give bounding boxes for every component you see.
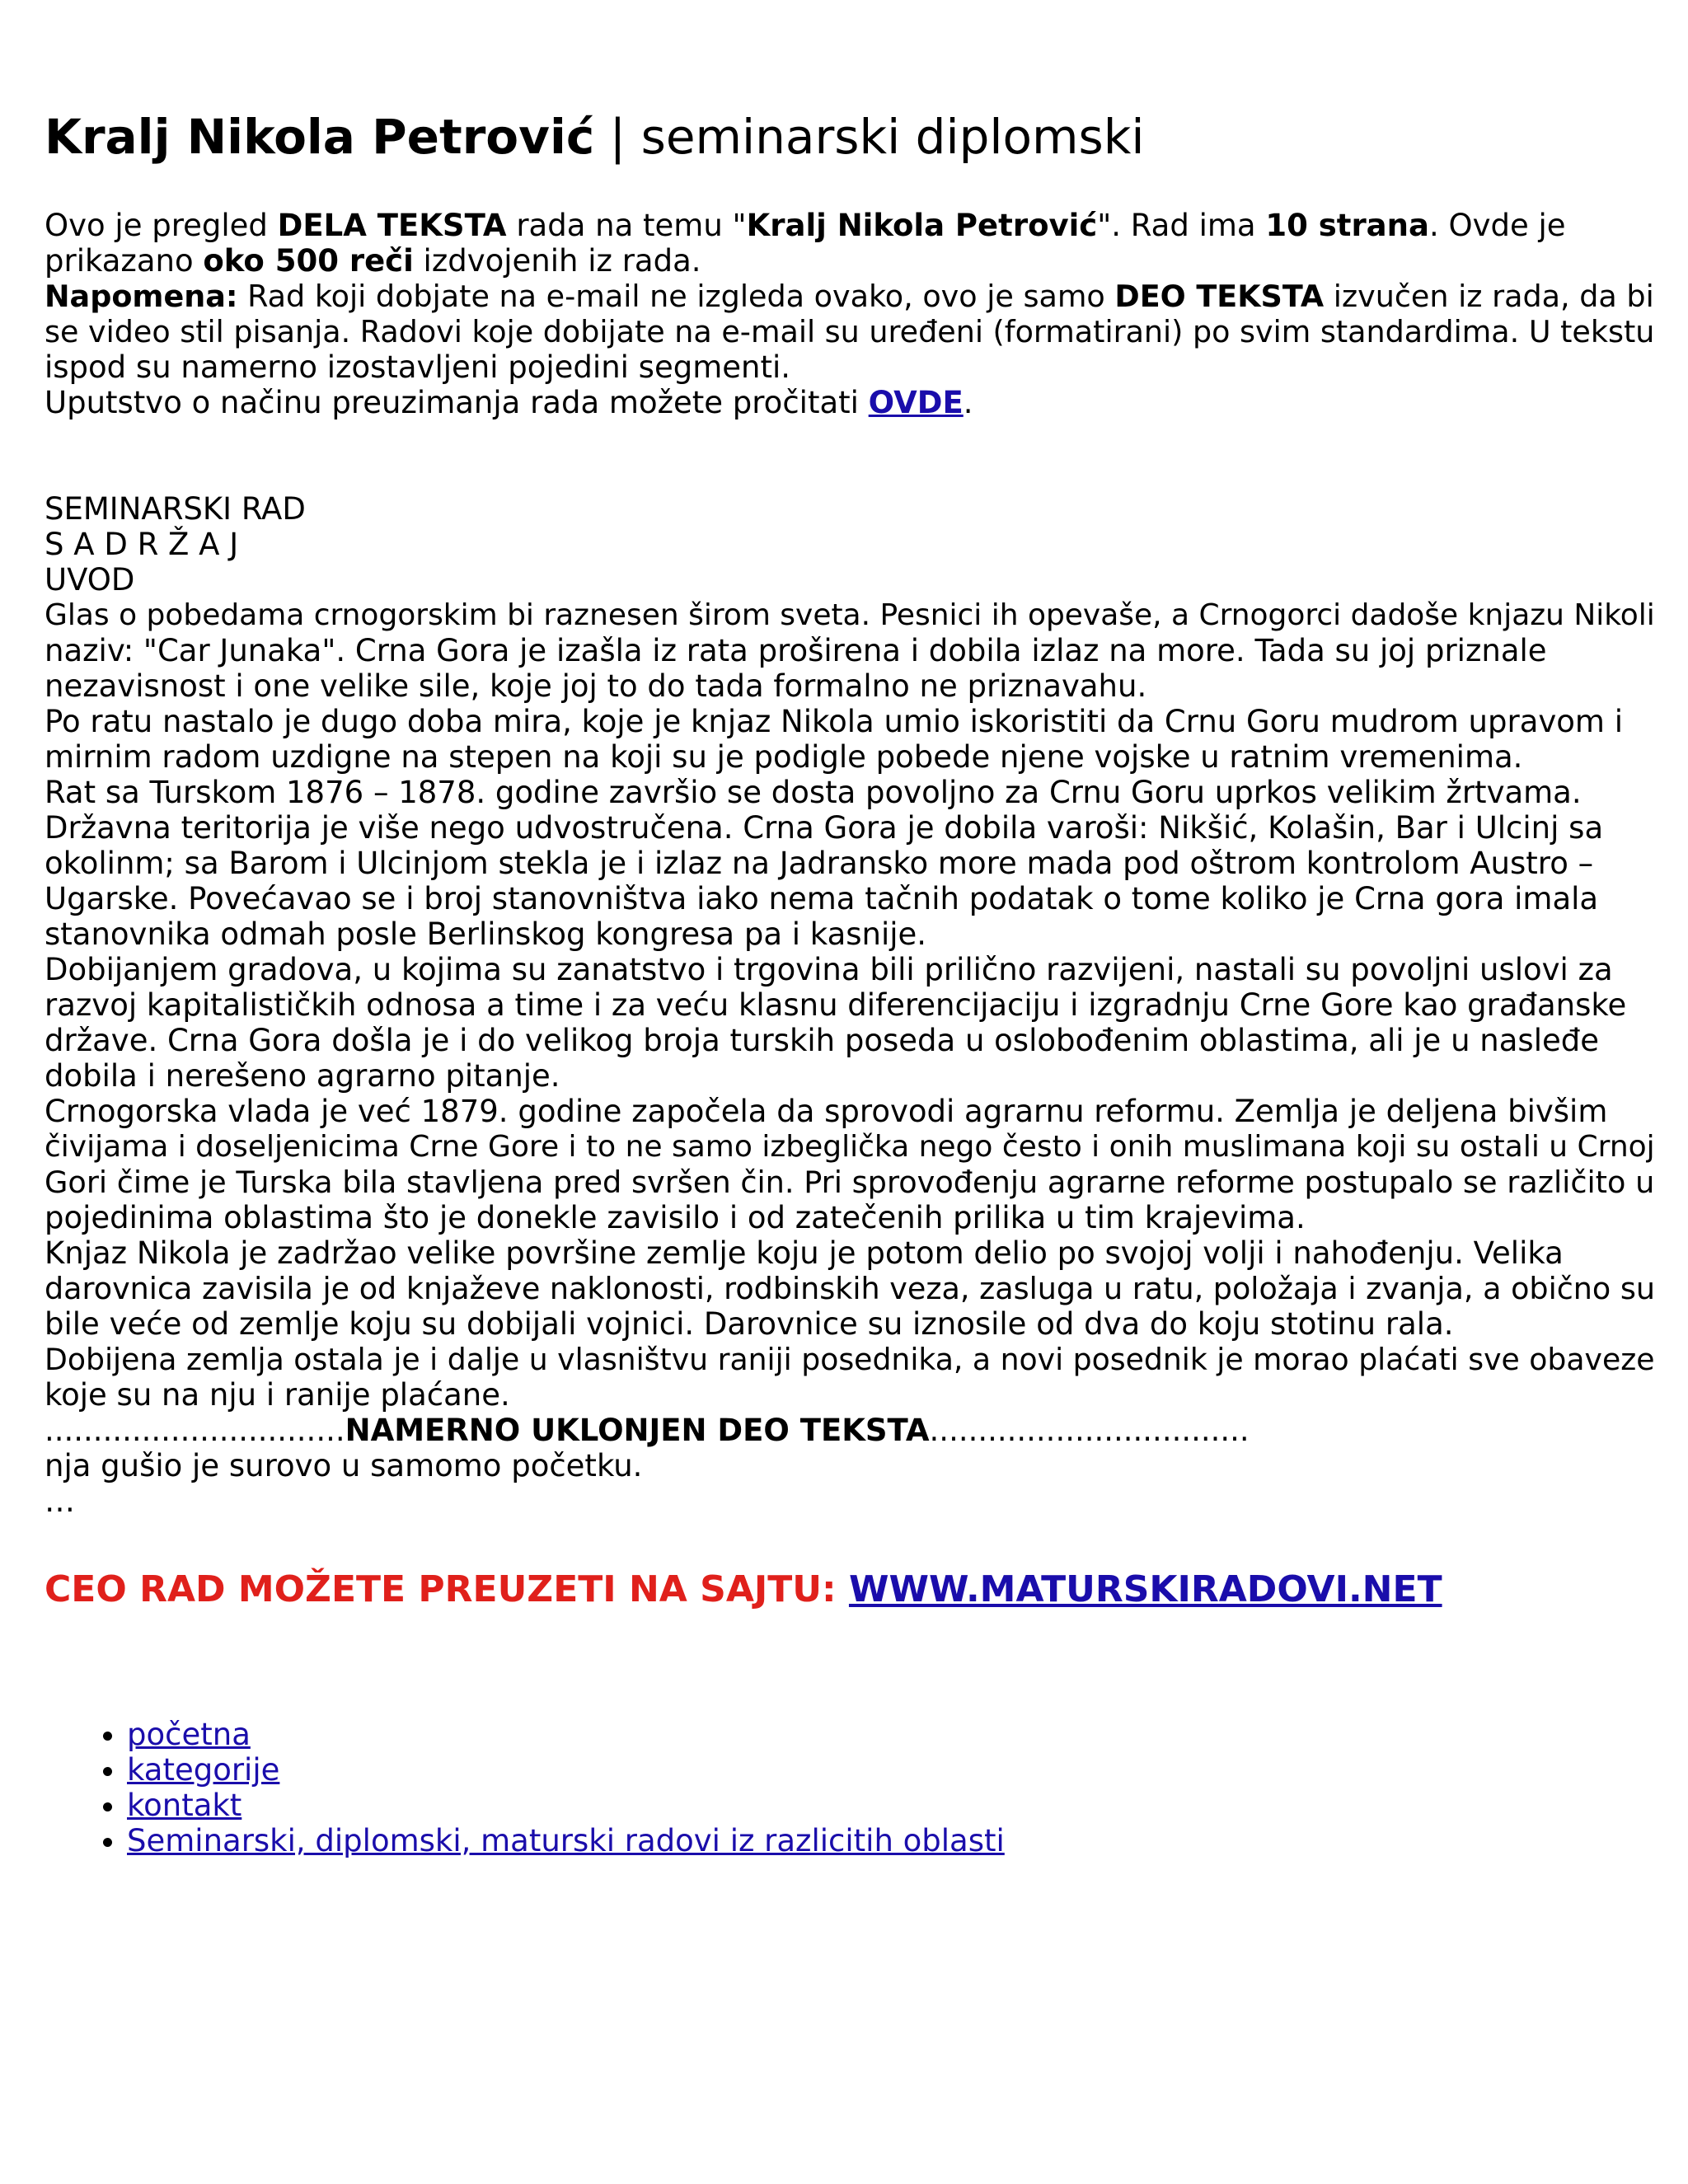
intro-text: Rad koji dobjate na e-mail ne izgleda ovako, ovo je samo <box>237 279 1115 314</box>
site-link[interactable]: WWW.MATURSKIRADOVI.NET <box>848 1568 1442 1610</box>
body-line: nja gušio je surovo u samomo početku. <box>45 1448 643 1483</box>
intro-line-1 <box>45 208 1643 243</box>
removed-text-dots: ................................. <box>929 1413 1250 1448</box>
body-line: Glas o pobedama crnogorskim bi raznesen širom sveta. Pesnici ih opevaše, a Crnogorci dadoše knjazu Nikoli <box>45 598 1655 632</box>
body-line: razvoj kapitalističkih odnosa a time i za veću klasnu diferencijaciju i izgradnju Crne Gore kao građanske <box>45 987 1627 1023</box>
body-line: dobila i nerešeno agrarno pitanje. <box>45 1058 560 1094</box>
intro-text: izdvojenih iz rada. <box>413 243 701 279</box>
intro-text: Ovo je pregled <box>45 208 278 243</box>
body-line: pojedinima oblastima što je donekle zavisilo i od zatečenih prilika u tim krajevima. <box>45 1200 1306 1235</box>
intro-section <box>45 208 1655 420</box>
title-rest: | seminarski diplomski <box>594 109 1145 165</box>
footer-nav-list <box>45 1717 1643 1858</box>
body-line: naziv: "Car Junaka". Crna Gora je izašla iz rata proširena i dobila izlaz na more. Tada su joj priznale <box>45 633 1547 668</box>
body-line: Ugarske. Povećavao se i broj stanovništva iako nema tačnih podatak o tome koliko je Crna gora imala <box>45 881 1599 916</box>
body-line: Državna teritorija je više nego udvostručena. Crna Gora je dobila varoši: Nikšić, Kolašin, Bar i Ulcinj sa <box>45 810 1604 846</box>
intro-line-5: ispod su namerno izostavljeni pojedini segmenti. <box>45 349 791 385</box>
body-line: koje su na nju i ranije plaćane. <box>45 1377 510 1413</box>
title-bold: Kralj Nikola Petrović <box>45 109 595 165</box>
body-line: čivijama i doseljenicima Crne Gore i to ne samo izbeglička nego često i onih muslimana koji su ostali u Crnoj <box>45 1130 1655 1164</box>
body-line: mirnim radom uzdigne na stepen na koji su je podigle pobede njene vojske u ratnim vremenima. <box>45 739 1523 775</box>
body-line: Knjaz Nikola je zadržao velike površine zemlje koju je potom delio po svojoj volji i nahođenju. Velika <box>45 1235 1564 1271</box>
contact-link[interactable]: kontakt <box>127 1788 242 1823</box>
note-label: Napomena: <box>45 279 238 314</box>
footer-nav-item-contact <box>127 1788 1643 1823</box>
word-count: oko 500 reči <box>203 243 414 279</box>
body-line: S A D R Ž A J <box>45 527 239 562</box>
body-line: Dobijanjem gradova, u kojima su zanatstvo i trgovina bili prilično razvijeni, nastali su povoljni uslovi za <box>45 952 1613 987</box>
body-line: Po ratu nastalo je dugo doba mira, koje je knjaz Nikola umio iskoristiti da Crnu Goru mudrom upravom i <box>45 704 1623 739</box>
intro-text: . Ovde je <box>1428 208 1566 243</box>
intro-bold: DELA TEKSTA <box>277 208 507 243</box>
body-line: nezavisnost i one velike sile, koje joj to do tada formalno ne priznavahu. <box>45 668 1147 704</box>
page-title <box>45 105 1643 168</box>
categories-link[interactable]: kategorije <box>127 1752 280 1788</box>
intro-line-3 <box>45 279 1654 314</box>
body-line: SEMINARSKI RAD <box>45 491 306 527</box>
footer-nav-item-categories <box>127 1752 1643 1788</box>
body-line: darovnica zavisila je od knjaževe naklonosti, rodbinskih veza, zasluga u ratu, položaja i zvanja, a obično su <box>45 1271 1656 1306</box>
body-line: Dobijena zemlja ostala je i dalje u vlasništvu raniji posednika, a novi posednik je morao plaćati sve obaveze <box>45 1342 1655 1377</box>
intro-text: prikazano <box>45 243 204 279</box>
footer-nav <box>45 1717 1643 1858</box>
intro-line-2 <box>45 243 1643 279</box>
intro-text: Uputstvo o načinu preuzimanja rada možete pročitati <box>45 385 869 420</box>
page-count: 10 strana <box>1265 208 1429 243</box>
body-line: UVOD <box>45 562 135 598</box>
intro-text: izvučen iz rada, da bi <box>1324 279 1654 314</box>
intro-bold: DEO TEKSTA <box>1114 279 1325 314</box>
body-line: bile veće od zemlje koju su dobijali vojnici. Darovnice su iznosile od dva do koju stotinu rala. <box>45 1306 1454 1342</box>
removed-text-label: NAMERNO UKLONJEN DEO TEKSTA <box>345 1413 930 1448</box>
body-line: okolinm; sa Barom i Ulcinjom stekla je i izlaz na Jadransko more mada pod oštrom kontrolom Austro – <box>45 846 1594 881</box>
body-line: Gori čime je Turska bila stavljena pred svršen čin. Pri sprovođenju agrarne reforme postupalo se različito u <box>45 1165 1655 1200</box>
intro-text: ". Rad ima <box>1097 208 1266 243</box>
ellipsis: … <box>45 1483 75 1519</box>
home-link[interactable]: početna <box>127 1717 251 1752</box>
intro-text: rada na temu " <box>506 208 747 243</box>
download-cta <box>45 1567 1643 1613</box>
instructions-link[interactable]: OVDE <box>868 385 964 420</box>
removed-text-marker <box>45 1413 1643 1448</box>
body-line: države. Crna Gora došla je i do velikog broja turskih poseda u oslobođenim oblastima, ali je u nasleđe <box>45 1023 1599 1058</box>
cta-text: CEO RAD MOŽETE PREUZETI NA SAJTU: <box>45 1568 849 1610</box>
body-line: stanovnika odmah posle Berlinskog kongresa pa i kasnije. <box>45 916 927 952</box>
body-line: Crnogorska vlada je već 1879. godine započela da sprovodi agrarnu reformu. Zemlja je deljena bivšim <box>45 1094 1608 1129</box>
body-line: Rat sa Turskom 1876 – 1878. godine završio se dosta povoljno za Crnu Goru uprkos velikim žrtvama. <box>45 775 1582 810</box>
papers-link[interactable]: Seminarski, diplomski, maturski radovi iz razlicitih oblasti <box>127 1823 1005 1858</box>
intro-line-6 <box>45 385 1643 420</box>
intro-line-4: se video stil pisanja. Radovi koje dobijate na e-mail su uređeni (formatirani) po svim standardima. U tekstu <box>45 314 1655 349</box>
paper-excerpt <box>45 491 1656 1519</box>
footer-nav-item-papers <box>127 1823 1643 1858</box>
removed-text-dots: ............................... <box>45 1413 345 1448</box>
intro-bold: Kralj Nikola Petrović <box>746 208 1098 243</box>
intro-text: . <box>963 385 973 420</box>
footer-nav-item-home <box>127 1717 1643 1752</box>
